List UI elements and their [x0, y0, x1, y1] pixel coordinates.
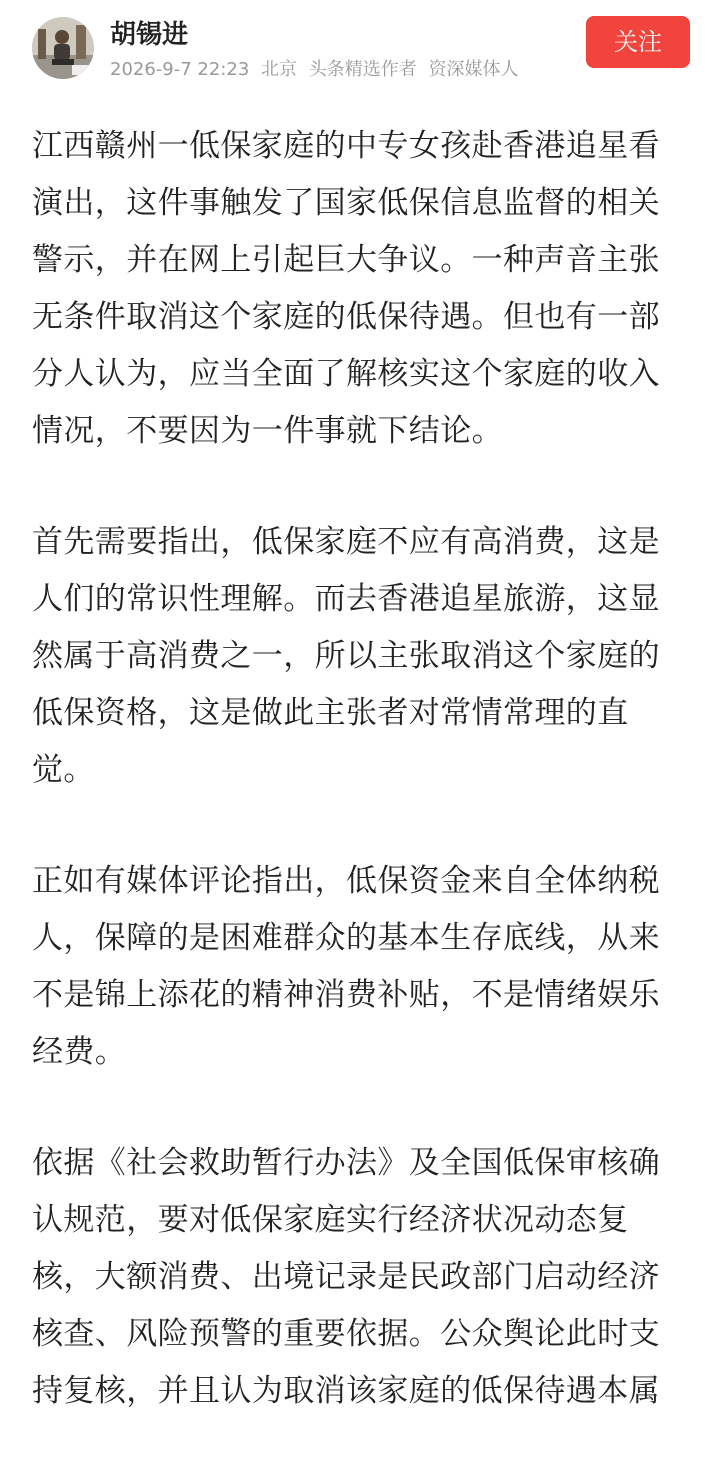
article-meta — [110, 58, 525, 82]
article-body — [32, 118, 688, 1474]
article-header — [0, 0, 720, 96]
publish-location: 北京 — [261, 59, 298, 80]
author-badge: 资深媒体人 — [428, 59, 519, 80]
publish-time: 2026-9-7 22:23 — [110, 59, 250, 80]
author-badge: 头条精选作者 — [308, 59, 417, 80]
article-paragraph: 依据《社会救助暂行办法》及全国低保审核确认规范，要对低保家庭实行经济状况动态复核，大额消费、出境记录是民政部门启动经济核查、风险预警的重要依据。公众舆论此时支持复核，并且认为取消该家庭的低保待遇本属 — [32, 1145, 660, 1409]
author-avatar[interactable] — [32, 17, 94, 79]
article-paragraph: 首先需要指出，低保家庭不应有高消费，这是人们的常识性理解。而去香港追星旅游，这显然属于高消费之一，所以主张取消这个家庭的低保资格，这是做此主张者对常情常理的直觉。 — [32, 524, 660, 788]
article-paragraph: 正如有媒体评论指出，低保资金来自全体纳税人，保障的是困难群众的基本生存底线，从来不是锦上添花的精神消费补贴，不是情绪娱乐经费。 — [32, 863, 660, 1070]
article-paragraph: 江西赣州一低保家庭的中专女孩赴香港追星看演出，这件事触发了国家低保信息监督的相关警示，并在网上引起巨大争议。一种声音主张无条件取消这个家庭的低保待遇。但也有一部分人认为，应当全面了解核实这个家庭的收入情况，不要因为一件事就下结论。 — [32, 128, 660, 449]
author-name[interactable]: 胡锡进 — [110, 20, 189, 50]
follow-button[interactable]: 关注 — [586, 16, 690, 68]
